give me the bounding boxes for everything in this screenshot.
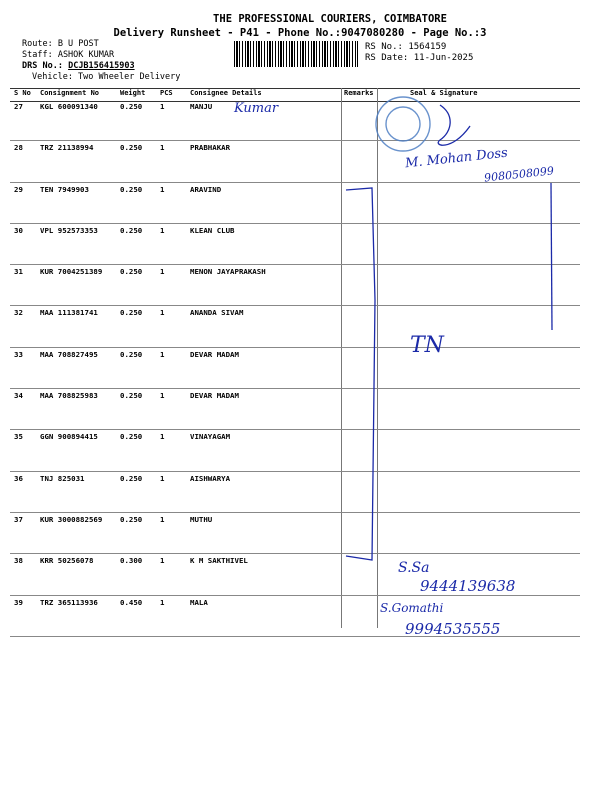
row-sno: 28	[14, 143, 23, 153]
handwritten-phone-1: 9080508099	[483, 164, 555, 185]
row-consignment: KGL 600091340	[40, 102, 98, 111]
row-pcs: 1	[160, 349, 165, 359]
row-pcs: 1	[160, 102, 165, 111]
row-consignee: KLEAN CLUB	[190, 225, 235, 235]
col-pcs: PCS	[160, 89, 173, 97]
row-sno: 35	[14, 432, 23, 442]
handwritten-signature-1: M. Mohan Doss	[404, 145, 509, 172]
row-pcs: 1	[160, 432, 165, 442]
row-pcs: 1	[160, 391, 165, 401]
col-seal: Seal & Signature	[410, 89, 478, 97]
company-name: THE PROFESSIONAL COURIERS, COIMBATORE	[213, 13, 447, 25]
row-sno: 39	[14, 597, 23, 607]
row-consignment: KUR 7004251389	[40, 267, 103, 277]
row-pcs: 1	[160, 556, 165, 566]
row-consignee: MUTHU	[190, 514, 213, 524]
row-pcs: 1	[160, 597, 165, 607]
col-sno: S No	[14, 89, 31, 97]
row-weight: 0.250	[120, 225, 143, 235]
row-weight: 0.250	[120, 432, 143, 442]
row-weight: 0.250	[120, 514, 143, 524]
row-weight: 0.250	[120, 102, 143, 111]
row-pcs: 1	[160, 267, 165, 277]
row-consignee: PRABHAKAR	[190, 143, 231, 153]
row-consignment: TRZ 365113936	[40, 597, 98, 607]
row-consignee: VINAYAGAM	[190, 432, 231, 442]
row-weight: 0.250	[120, 267, 143, 277]
margin-stroke	[551, 183, 552, 330]
row-consignee: DEVAR MADAM	[190, 349, 239, 359]
row-consignee: ARAVIND	[190, 184, 222, 194]
row-sno: 37	[14, 514, 23, 524]
row-consignee: MENON JAYAPRAKASH	[190, 267, 266, 277]
row-weight: 0.250	[120, 143, 143, 153]
row-consignee: K M SAKTHIVEL	[190, 556, 248, 566]
staff: Staff: ASHOK KUMAR	[22, 50, 115, 60]
row-consignee: MALA	[190, 597, 208, 607]
stamp-signature-stroke	[438, 105, 470, 145]
row-weight: 0.250	[120, 391, 143, 401]
row-sno: 33	[14, 349, 23, 359]
row-pcs: 1	[160, 184, 165, 194]
row-pcs: 1	[160, 225, 165, 235]
col-remarks: Remarks	[344, 89, 374, 97]
row-consignment: TEN 7949903	[40, 184, 89, 194]
row-consignment: KRR 50256078	[40, 556, 94, 566]
row-sno: 29	[14, 184, 23, 194]
row-consignee: AISHWARYA	[190, 473, 231, 483]
row-sno: 27	[14, 102, 23, 111]
drs-label: DRS No.:	[22, 61, 63, 71]
row-consignee: ANANDA SIVAM	[190, 308, 244, 318]
row-consignment: GGN 900894415	[40, 432, 98, 442]
row-weight: 0.250	[120, 308, 143, 318]
col-weight: Weight	[120, 89, 146, 97]
row-pcs: 1	[160, 473, 165, 483]
row-consignment: TNJ 825031	[40, 473, 85, 483]
handwritten-phone-2: 9444139638	[420, 577, 516, 595]
row-pcs: 1	[160, 308, 165, 318]
row-consignee: DEVAR MADAM	[190, 391, 239, 401]
col-consignee: Consignee Details	[190, 89, 262, 97]
row-consignee: MANJU	[190, 102, 213, 111]
handwritten-phone-3: 9994535555	[405, 620, 501, 638]
handwritten-signature-3: S.Gomathi	[380, 601, 444, 615]
rs-number: RS No.: 1564159	[365, 42, 447, 52]
row-sno: 30	[14, 225, 23, 235]
office-stamp	[376, 97, 430, 151]
stamp-outer-ring	[376, 97, 430, 151]
row-consignment: MAA 111381741	[40, 308, 98, 318]
row-consignment: KUR 3000882569	[40, 514, 103, 524]
row-sno: 38	[14, 556, 23, 566]
vehicle: Vehicle: Two Wheeler Delivery	[32, 72, 181, 82]
row-sno: 32	[14, 308, 23, 318]
row-consignment: TRZ 21138994	[40, 143, 94, 153]
row-consignment: MAA 708827495	[40, 349, 98, 359]
row-weight: 0.450	[120, 597, 143, 607]
bracket-stroke	[346, 188, 375, 560]
route: Route: B U POST	[22, 39, 99, 49]
row-weight: 0.250	[120, 349, 143, 359]
row-sno: 34	[14, 391, 23, 401]
rs-date: RS Date: 11-Jun-2025	[365, 53, 474, 63]
row-pcs: 1	[160, 143, 165, 153]
drs-value: DCJB156415903	[68, 61, 135, 71]
row-weight: 0.250	[120, 184, 143, 194]
handwritten-manju-note: Kumar	[234, 101, 279, 116]
row-sno: 31	[14, 267, 23, 277]
col-consignment: Consignment No	[40, 89, 100, 97]
row-consignment: MAA 708825983	[40, 391, 98, 401]
row-weight: 0.300	[120, 556, 143, 566]
row-sno: 36	[14, 473, 23, 483]
handwritten-signature-2: S.Sa	[398, 560, 430, 576]
runsheet-title: Delivery Runsheet - P41 - Phone No.:9047080280 - Page No.:3	[113, 27, 487, 39]
row-consignment: VPL 952573353	[40, 225, 98, 235]
row-weight: 0.250	[120, 473, 143, 483]
stamp-inner-ring	[386, 107, 420, 141]
handwritten-mark-33: TN	[410, 333, 444, 358]
row-pcs: 1	[160, 514, 165, 524]
